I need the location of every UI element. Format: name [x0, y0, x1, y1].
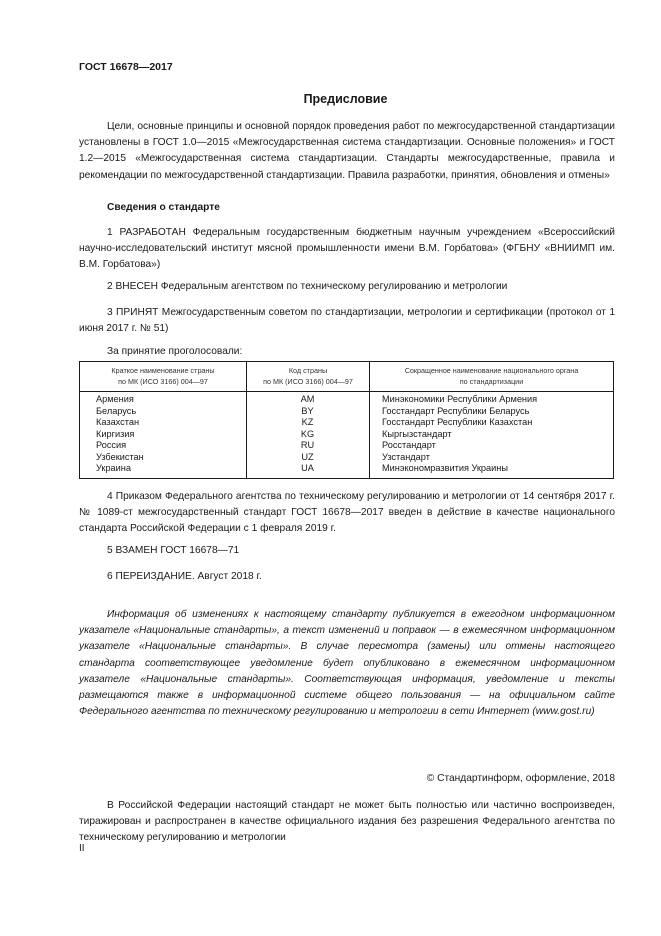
changes-notice: Информация об изменениях к настоящему стандарту публикуется в ежегодном информационном указателе «Национальные стандарты», а текст изменений и поправок — в ежемесячном информационном указателе «Национальные стандарты». В случае пересмотра (замены) или отмены настоящего стандарта соответствующее уведомление будет опубликовано в ежемесячном информационном указателе «Национальные стандарты». Соответствующая информация, уведомление и тексты размещаются также в информационной системе общего пользования — на официальном сайте Федерального агентства по техническому регулированию и метрологии в сети Интернет (www.gost.ru)	[79, 609, 615, 718]
code-cell: AM	[300, 394, 315, 404]
page-number: II	[79, 843, 85, 854]
body-cell: Росстандарт	[382, 440, 436, 450]
table-row	[80, 440, 613, 452]
country-cell: Беларусь	[96, 405, 137, 416]
country-cell: Армения	[96, 394, 134, 404]
voting-table	[79, 361, 614, 479]
item-4-order: 4 Приказом Федерального агентства по техническому регулированию и метрологии от 14 сентября 2017 г. № 1089-ст межгосударственный стандарт ГОСТ 16678—2017 введен в действие в качестве национального стандарта Российской Федерации с 1 февраля 2019 г.	[79, 491, 615, 535]
item-6-reissue: 6 ПЕРЕИЗДАНИЕ. Август 2018 г.	[107, 571, 262, 582]
body-cell: Госстандарт Республики Казахстан	[382, 417, 533, 427]
intro-paragraph: Цели, основные принципы и основной порядок проведения работ по межгосударственной стандартизации установлены в ГОСТ 1.0—2015 «Межгосударственная система стандартизации. Основные положения» и ГОСТ 1.2—2015 «Межгосударственная система стандартизации. Стандарты межгосударственные, правила и рекомендации по межгосударственной стандартизации. Правила разработки, принятия, обновления и отмены»	[79, 121, 615, 181]
table-row	[80, 429, 613, 441]
table-row	[80, 452, 613, 464]
country-cell: Киргизия	[96, 428, 135, 439]
table-row	[80, 463, 613, 475]
column-header-code: Код страны по МК (ИСО 3166) 004—97	[263, 366, 353, 386]
code-cell: BY	[301, 405, 314, 416]
country-cell: Узбекистан	[96, 451, 144, 462]
body-cell: Узстандарт	[382, 451, 430, 462]
item-2-introduced: 2 ВНЕСЕН Федеральным агентством по техническому регулированию и метрологии	[107, 281, 508, 292]
item-5-replaces: 5 ВЗАМЕН ГОСТ 16678—71	[107, 545, 240, 556]
code-cell: KG	[300, 428, 315, 439]
item-3-adopted: 3 ПРИНЯТ Межгосударственным советом по стандартизации, метрологии и сертификации (протокол от 1 июня 2017 г. № 51)	[79, 307, 615, 335]
document-code: ГОСТ 16678—2017	[79, 61, 173, 73]
column-header-body: Сокращенное наименование национального органа по стандартизации	[404, 366, 579, 386]
copyright-line: © Стандартинформ, оформление, 2018	[426, 773, 615, 784]
code-cell: UZ	[301, 451, 314, 462]
body-cell: Минэкономики Республики Армения	[382, 394, 538, 404]
table-row	[80, 406, 613, 418]
code-cell: UA	[301, 463, 314, 473]
table-header	[80, 362, 613, 392]
page-title: Предисловие	[303, 92, 388, 106]
code-cell: KZ	[301, 417, 314, 427]
column-header-country: Краткое наименование страны по МК (ИСО 3166) 004—97	[111, 366, 215, 386]
country-cell: Украина	[96, 463, 131, 473]
table-row	[80, 417, 613, 429]
code-cell: RU	[300, 440, 315, 450]
country-cell: Казахстан	[96, 417, 140, 427]
votes-label: За принятие проголосовали:	[107, 346, 243, 357]
legal-notice: В Российской Федерации настоящий стандарт не может быть полностью или частично воспроизведен, тиражирован и распространен в качестве официального издания без разрешения Федерального агентства по техническому регулированию и метрологии	[79, 800, 615, 844]
table-row	[80, 394, 613, 406]
standard-info-heading: Сведения о стандарте	[107, 202, 220, 213]
body-cell: Минэкономразвития Украины	[382, 463, 508, 473]
country-cell: Россия	[96, 440, 127, 450]
item-1-developed: 1 РАЗРАБОТАН Федеральным государственным бюджетным научным учреждением «Всероссийский научно-исследовательский институт мясной промышленности имени В.М. Горбатова» (ФГБНУ «ВНИИМП им. В.М. Горбатова»)	[79, 227, 615, 271]
body-cell: Госстандарт Республики Беларусь	[382, 405, 530, 416]
body-cell: Кыргызстандарт	[382, 428, 452, 439]
